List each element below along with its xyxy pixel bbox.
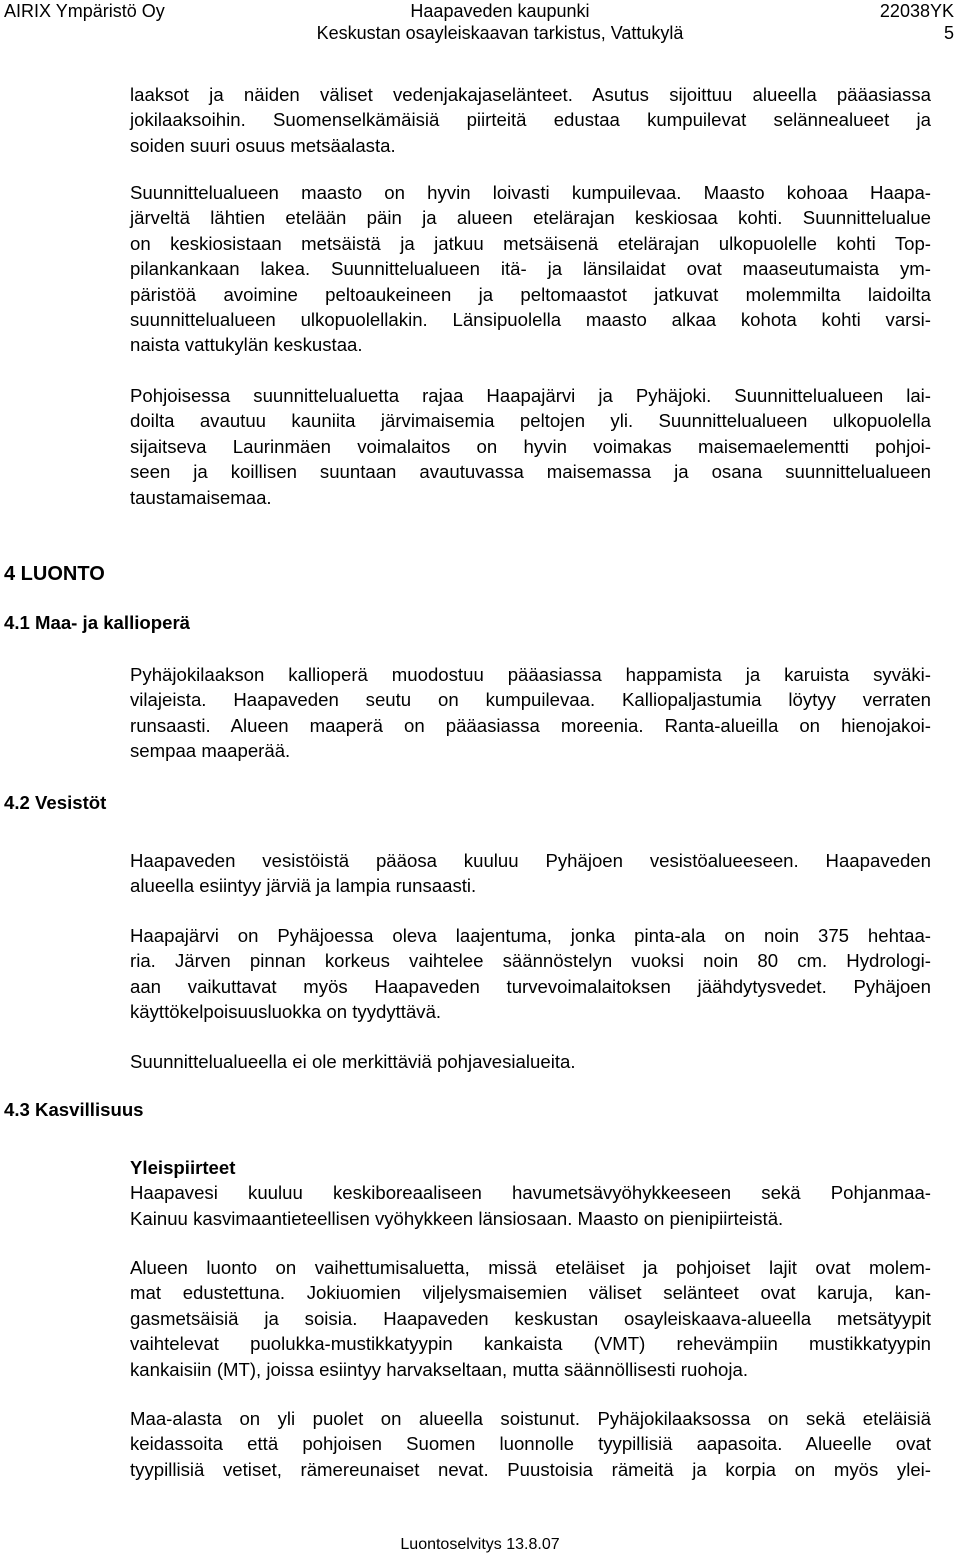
text-line: laaksot ja näiden väliset vedenjakajaselänteet. Asutus sijoittuu alueella pääasiassa <box>130 84 931 105</box>
text-line: päristöä avoimine peltoaukeineen ja peltomaastot jatkuvat molemmilta laidoilta <box>130 283 931 305</box>
text-line: taustamaisemaa. <box>130 486 272 508</box>
page-footer: Luontoselvitys 13.8.07 <box>400 1536 560 1553</box>
text-line: ria. Järven pinnan korkeus vaihtelee säännöstelyn vuoksi noin 80 cm. Hydrologi- <box>130 950 931 972</box>
text-line: Haapavesi kuuluu keskiboreaaliseen havumetsävyöhykkeeseen sekä Pohjanmaa- <box>130 1182 931 1204</box>
text-line: gasmetsäisiä ja soisia. Haapaveden keskustan osayleiskaava-alueella metsätyypit <box>130 1307 931 1329</box>
text-line: Pyhäjokilaakson kallioperä muodostuu pääasiassa happamista ja karuista syväki- <box>130 664 931 685</box>
text-line: Pohjoisessa suunnittelualuetta rajaa Haapajärvi ja Pyhäjoki. Suunnittelualueen lai- <box>130 385 931 406</box>
header-right <box>880 0 954 44</box>
text-line: suunnittelualueen ulkopuolellakin. Länsipuolella maasto alkaa kohota kohti varsi- <box>130 309 931 331</box>
text-line: pilankankaan lakea. Suunnittelualueen itä- ja länsilaidat ovat maaseutumaista ym- <box>130 258 931 280</box>
paragraph-general-features <box>130 1155 931 1231</box>
text-line: vaihtelevat puolukka-mustikkatyypin kankaista (VMT) rehevämpiin mustikkatyypin <box>130 1333 931 1355</box>
text-line: käyttökelpoisuusluokka on tyydyttävä. <box>130 1001 442 1023</box>
heading-4-2: 4.2 Vesistöt <box>4 792 107 813</box>
paragraph-northern-views <box>130 383 931 510</box>
text-line: Suunnittelualueella ei ole merkittäviä pohjavesialueita. <box>130 1051 576 1072</box>
text-line: Haapajärvi on Pyhäjoessa oleva laajentuma, jonka pinta-ala on noin 375 hehtaa- <box>130 925 931 946</box>
text-line: sempaa maaperää. <box>130 740 291 762</box>
text-line: aan vaikuttavat myös Haapaveden turvevoimalaitoksen jäähdytysvedet. Pyhäjoen <box>130 975 931 997</box>
text-line: vilajeista. Haapaveden seutu on kumpuilevaa. Kalliopaljastumia löytyy verraten <box>130 689 931 711</box>
text-line: mat edustettuna. Jokiuomien viljelysmaisemien väliset selänteet ovat karuja, kan- <box>130 1282 931 1304</box>
heading-4-1: 4.1 Maa- ja kallioperä <box>4 612 191 633</box>
paragraph-mires <box>130 1406 931 1482</box>
header-doc-code: 22038YK <box>879 1 954 21</box>
heading-4-luonto: 4 LUONTO <box>4 563 105 585</box>
text-line: on keskiosistaan metsäistä ja jatkuu metsäisenä etelärajan ulkopuolelle kohti Top- <box>130 232 931 254</box>
text-line: seen ja koillisen suuntaan avautuvassa maisemassa ja osana suunnittelualueen <box>130 461 931 483</box>
header-center <box>300 0 700 44</box>
paragraph-groundwater <box>130 1049 931 1074</box>
header-client: Haapaveden kaupunki <box>410 1 590 21</box>
subheading-yleispiirteet: Yleispiirteet <box>130 1157 236 1178</box>
text-line: soiden suuri osuus metsäalasta. <box>130 134 396 156</box>
text-line: Kainuu kasvimaantieteellisen vyöhykkeen länsiosaan. Maasto on pienipiirteistä. <box>130 1207 784 1229</box>
paragraph-terrain <box>130 180 931 358</box>
heading-4-3: 4.3 Kasvillisuus <box>4 1099 144 1120</box>
text-line: Haapaveden vesistöistä pääosa kuuluu Pyhäjoen vesistöalueeseen. Haapaveden <box>130 850 931 871</box>
text-line: keidassoita että pohjoisen Suomen luonnolle tyypillisiä aapasoita. Alueelle ovat <box>130 1433 931 1455</box>
text-line: Maa-alasta on yli puolet on alueella soistunut. Pyhäjokilaaksossa on sekä eteläisiä <box>130 1408 931 1429</box>
paragraph-landscape-overview <box>130 82 931 158</box>
text-line: sijaitseva Laurinmäen voimalaitos on hyvin voimakas maisemaelementti pohjoi- <box>130 435 931 457</box>
header-project: Keskustan osayleiskaavan tarkistus, Vattukylä <box>316 23 684 43</box>
text-line: jokilaaksoihin. Suomenselkämäisiä piirteitä edustaa kumpuilevat selännealueet ja <box>130 109 931 131</box>
text-line: doilta avautuu kauniita järvimaisemia peltojen yli. Suunnittelualueen ulkopuolella <box>130 410 931 432</box>
paragraph-haapajarvi <box>130 923 931 1025</box>
paragraph-transition-zone <box>130 1255 931 1382</box>
header-organization: AIRIX Ympäristö Oy <box>4 1 165 21</box>
text-line: Alueen luonto on vaihettumisaluetta, missä eteläiset ja pohjoiset lajit ovat molem- <box>130 1257 931 1278</box>
text-line: runsaasti. Alueen maaperä on pääasiassa moreenia. Ranta-alueilla on hienojakoi- <box>130 714 931 736</box>
text-line: järveltä lähtien etelään päin ja alueen etelärajan keskiosaa kohti. Suunnittelualue <box>130 207 931 229</box>
text-line: alueella esiintyy järviä ja lampia runsaasti. <box>130 875 477 897</box>
paragraph-bedrock <box>130 662 931 764</box>
text-line: tyypillisiä vetiset, rämereunaiset nevat. Puustoisia rämeitä ja korpia on myös ylei- <box>130 1458 931 1480</box>
header-page-number: 5 <box>943 23 954 43</box>
text-line: naista vattukylän keskustaa. <box>130 334 363 356</box>
paragraph-waters <box>130 848 931 899</box>
text-line: kankaisiin (MT), joissa esiintyy harvakseltaan, mutta säännöllisesti ruohoja. <box>130 1358 748 1380</box>
text-line: Suunnittelualueen maasto on hyvin loivasti kumpuilevaa. Maasto kohoaa Haapa- <box>130 182 931 203</box>
